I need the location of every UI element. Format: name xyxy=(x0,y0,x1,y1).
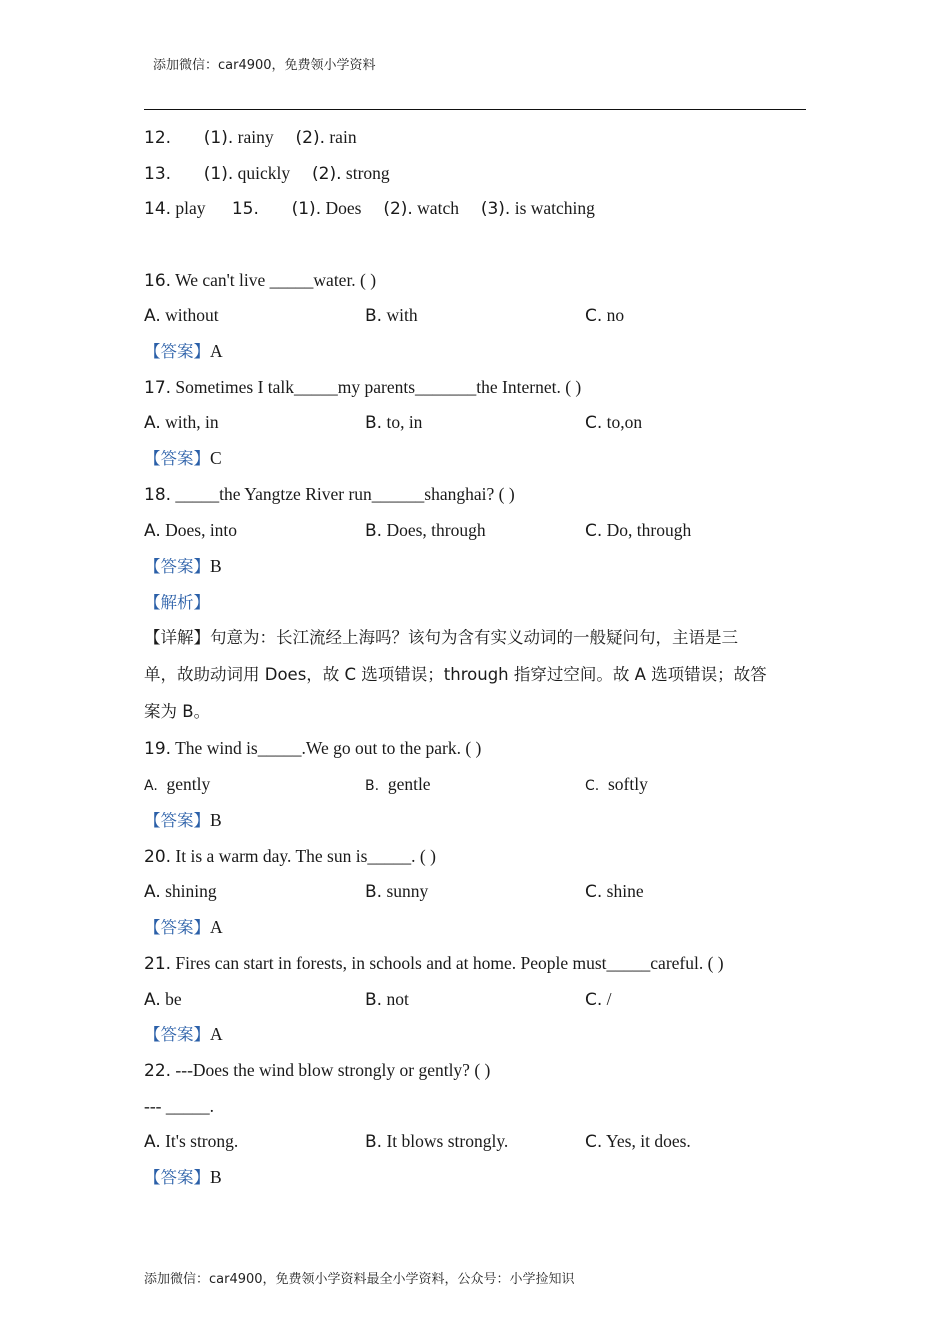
option-b: B. gentle xyxy=(365,774,431,794)
answer-21 xyxy=(144,1023,806,1046)
option-a: A. gently xyxy=(144,774,211,794)
question-22-reply: --- _____. xyxy=(144,1096,214,1116)
detail-18 xyxy=(144,619,806,730)
option-a: A. It's strong. xyxy=(144,1131,239,1152)
detail-line-2: 单，故助动词用 Does，故 C 选项错误；through 指穿过空间。故 A 选项错误；故答 xyxy=(144,665,767,684)
answer-22 xyxy=(144,1166,806,1189)
question-number: 17. xyxy=(144,378,172,398)
option-c: C. to,on xyxy=(585,412,643,433)
answer-value: A xyxy=(210,1024,223,1044)
answer-tag: 【答案】 xyxy=(144,1025,210,1044)
answer-tag: 【答案】 xyxy=(144,918,210,937)
answer-line-13 xyxy=(144,162,806,185)
answer-value: B xyxy=(210,556,222,576)
answer-20 xyxy=(144,916,806,939)
question-22 xyxy=(144,1059,806,1082)
options-18 xyxy=(144,519,806,541)
answer-value: C xyxy=(210,448,222,468)
options-17 xyxy=(144,411,806,433)
answer-17 xyxy=(144,447,806,470)
options-22 xyxy=(144,1130,806,1152)
option-b: B. to, in xyxy=(365,412,423,433)
option-a: A. be xyxy=(144,989,182,1010)
answer-value: B xyxy=(210,810,222,830)
detail-tag: 【详解】 xyxy=(144,628,210,647)
question-text: The wind is_____.We go out to the park. ( ) xyxy=(175,738,482,758)
answer-tag: 【答案】 xyxy=(144,1168,210,1187)
part-label: (3). xyxy=(480,199,511,219)
answer-value: A xyxy=(210,917,223,937)
question-16 xyxy=(144,269,806,292)
answer-line-14-15 xyxy=(144,197,806,220)
part-label: (2). xyxy=(383,199,413,219)
analysis-heading-18 xyxy=(144,591,806,614)
part-answer: rain xyxy=(329,127,357,147)
question-text: ---Does the wind blow strongly or gently? ( ) xyxy=(175,1060,491,1080)
analysis-tag: 【解析】 xyxy=(144,593,210,612)
part-answer: rainy xyxy=(237,127,274,147)
part-answer: is watching xyxy=(514,198,595,218)
option-b: B. Does, through xyxy=(365,520,486,541)
question-number: 12. xyxy=(144,128,172,148)
option-a: A. Does, into xyxy=(144,520,238,541)
part-answer: strong xyxy=(345,163,390,183)
header-watermark-note: 添加微信：car4900，免费领小学资料 xyxy=(153,58,376,73)
answer-tag: 【答案】 xyxy=(144,342,210,361)
option-c: C. Yes, it does. xyxy=(585,1131,691,1152)
question-number: 19. xyxy=(144,739,172,759)
answer-tag: 【答案】 xyxy=(144,557,210,576)
part-answer: quickly xyxy=(237,163,291,183)
footer-watermark-note: 添加微信：car4900，免费领小学资料最全小学资料，公众号：小学捡知识 xyxy=(144,1272,575,1287)
option-b: B. not xyxy=(365,989,409,1010)
part-answer: Does xyxy=(325,198,362,218)
part-answer: watch xyxy=(417,198,459,218)
question-number: 14. xyxy=(144,199,172,219)
option-b: B. It blows strongly. xyxy=(365,1131,509,1152)
options-16 xyxy=(144,304,806,326)
part-label: (1). xyxy=(203,164,234,184)
option-a: A. without xyxy=(144,305,219,326)
option-c: C. softly xyxy=(585,774,648,794)
question-text: _____the Yangtze River run______shanghai? ( ) xyxy=(175,484,515,504)
answer-tag: 【答案】 xyxy=(144,811,210,830)
option-a: A. shining xyxy=(144,881,217,902)
question-text: Fires can start in forests, in schools and at home. People must_____careful. ( ) xyxy=(175,953,724,973)
question-number: 20. xyxy=(144,847,172,867)
question-18 xyxy=(144,483,806,506)
option-c: C. shine xyxy=(585,881,644,902)
question-20 xyxy=(144,845,806,868)
header-divider xyxy=(144,109,806,110)
answer-18 xyxy=(144,555,806,578)
part-label: (1). xyxy=(203,128,234,148)
answer-19 xyxy=(144,809,806,832)
part-answer: play xyxy=(175,198,206,218)
question-number: 18. xyxy=(144,485,172,505)
options-20 xyxy=(144,880,806,902)
question-number: 22. xyxy=(144,1061,172,1081)
question-19 xyxy=(144,737,806,760)
answer-tag: 【答案】 xyxy=(144,449,210,468)
answer-value: B xyxy=(210,1167,222,1187)
option-c: C. no xyxy=(585,305,625,326)
option-b: B. sunny xyxy=(365,881,429,902)
option-b: B. with xyxy=(365,305,418,326)
question-text: We can't live _____water. ( ) xyxy=(175,270,377,290)
question-text: It is a warm day. The sun is_____. ( ) xyxy=(175,846,436,866)
question-number: 21. xyxy=(144,954,172,974)
answer-line-12 xyxy=(144,126,806,149)
question-number: 13. xyxy=(144,164,172,184)
part-label: (1). xyxy=(291,199,322,219)
option-c: C. Do, through xyxy=(585,520,692,541)
part-label: (2). xyxy=(312,164,342,184)
question-21 xyxy=(144,952,806,975)
question-number: 15. xyxy=(231,199,259,219)
question-number: 16. xyxy=(144,271,172,291)
detail-line-1: 句意为：长江流经上海吗？该句为含有实义动词的一般疑问句，主语是三 xyxy=(210,628,738,647)
question-17 xyxy=(144,376,806,399)
question-text: Sometimes I talk_____my parents_______the Internet. ( ) xyxy=(175,377,582,397)
option-c: C. / xyxy=(585,989,612,1010)
answer-value: A xyxy=(210,341,223,361)
options-19 xyxy=(144,773,806,795)
answer-16 xyxy=(144,340,806,363)
detail-line-3: 案为 B。 xyxy=(144,702,211,721)
option-a: A. with, in xyxy=(144,412,219,433)
part-label: (2). xyxy=(295,128,325,148)
options-21 xyxy=(144,988,806,1010)
